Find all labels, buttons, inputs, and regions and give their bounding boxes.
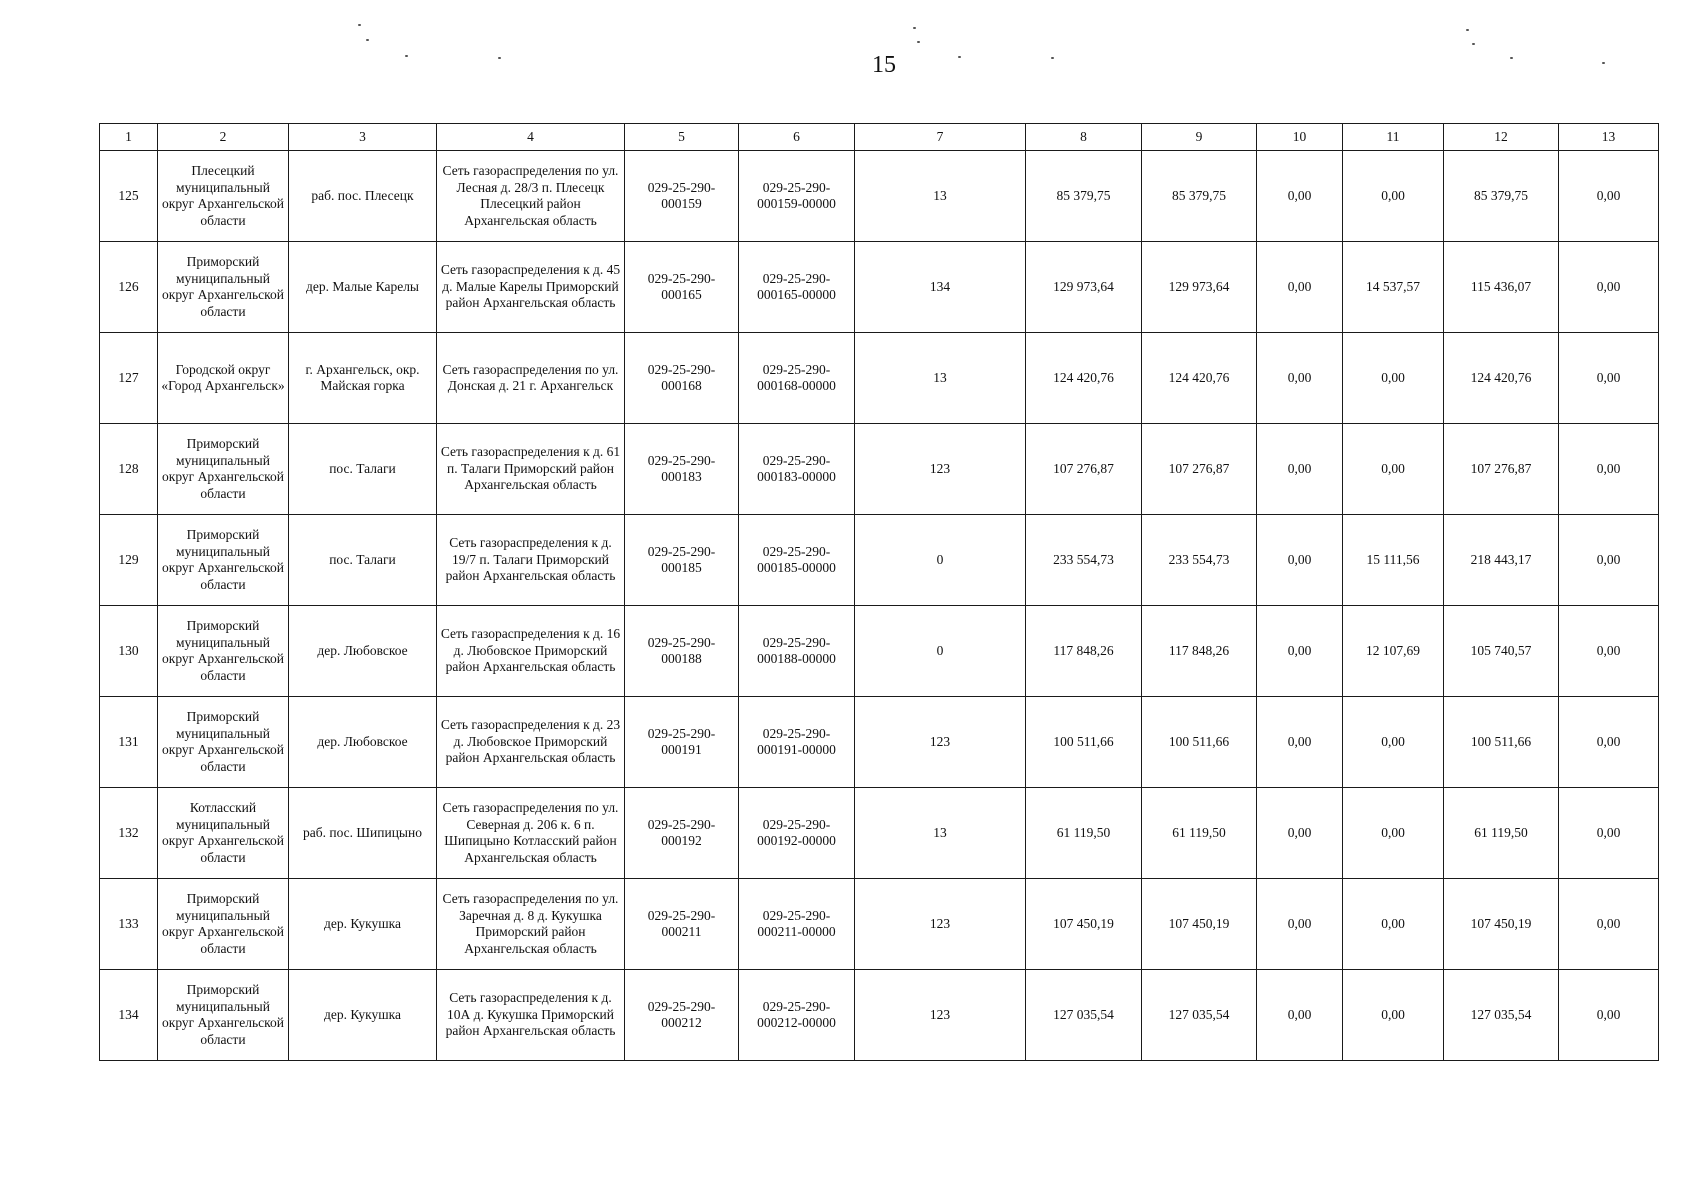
table-cell: 100 511,66 xyxy=(1142,697,1257,788)
table-cell: 029-25-290-000185 xyxy=(625,515,739,606)
table-cell: 029-25-290-000159-00000 xyxy=(739,151,855,242)
table-cell: 123 xyxy=(855,697,1026,788)
scan-speck xyxy=(913,27,916,29)
table-cell: 233 554,73 xyxy=(1142,515,1257,606)
header-row xyxy=(100,124,1659,151)
table-row xyxy=(100,515,1659,606)
table-cell: 130 xyxy=(100,606,158,697)
table-cell: 0,00 xyxy=(1343,151,1444,242)
table-cell: 124 420,76 xyxy=(1444,333,1559,424)
table-cell: 029-25-290-000212-00000 xyxy=(739,970,855,1061)
table-cell: 0,00 xyxy=(1559,788,1659,879)
table-cell: 029-25-290-000165-00000 xyxy=(739,242,855,333)
table-cell: 0,00 xyxy=(1343,879,1444,970)
table-cell: 85 379,75 xyxy=(1026,151,1142,242)
table-cell: 029-25-290-000211-00000 xyxy=(739,879,855,970)
table-cell: 123 xyxy=(855,879,1026,970)
table-cell: 029-25-290-000159 xyxy=(625,151,739,242)
table-cell: 029-25-290-000168 xyxy=(625,333,739,424)
column-header: 6 xyxy=(739,124,855,151)
scan-speck xyxy=(405,55,408,57)
table-cell: 124 420,76 xyxy=(1142,333,1257,424)
table-cell: 0,00 xyxy=(1559,151,1659,242)
table-cell: 61 119,50 xyxy=(1444,788,1559,879)
table-cell: дер. Любовское xyxy=(289,697,437,788)
column-header: 5 xyxy=(625,124,739,151)
table-row xyxy=(100,879,1659,970)
table-cell: дер. Кукушка xyxy=(289,970,437,1061)
table-cell: 129 xyxy=(100,515,158,606)
table-row xyxy=(100,606,1659,697)
column-header: 9 xyxy=(1142,124,1257,151)
table-cell: дер. Любовское xyxy=(289,606,437,697)
table-cell: пос. Талаги xyxy=(289,424,437,515)
table-row xyxy=(100,242,1659,333)
table-cell: 029-25-290-000188 xyxy=(625,606,739,697)
table-cell: 0,00 xyxy=(1559,333,1659,424)
table-cell: Приморский муниципальный округ Архангельской области xyxy=(158,697,289,788)
table-cell: 0,00 xyxy=(1257,697,1343,788)
table-cell: 131 xyxy=(100,697,158,788)
column-header: 8 xyxy=(1026,124,1142,151)
scan-speck xyxy=(498,57,501,59)
table-cell: пос. Талаги xyxy=(289,515,437,606)
table-row xyxy=(100,970,1659,1061)
scan-speck xyxy=(1051,57,1054,59)
table-cell: 0,00 xyxy=(1343,970,1444,1061)
table-cell: 100 511,66 xyxy=(1026,697,1142,788)
table-cell: 029-25-290-000183-00000 xyxy=(739,424,855,515)
table-cell: 0,00 xyxy=(1257,970,1343,1061)
table-cell: 134 xyxy=(855,242,1026,333)
scan-speck xyxy=(358,24,361,26)
table-cell: 0,00 xyxy=(1257,242,1343,333)
column-header: 11 xyxy=(1343,124,1444,151)
table-cell: 029-25-290-000168-00000 xyxy=(739,333,855,424)
table-cell: 0,00 xyxy=(1559,242,1659,333)
table-cell: 107 276,87 xyxy=(1026,424,1142,515)
table-cell: 0,00 xyxy=(1559,515,1659,606)
table-cell: 12 107,69 xyxy=(1343,606,1444,697)
table-cell: Сеть газораспределения к д. 23 д. Любовское Приморский район Архангельская область xyxy=(437,697,625,788)
table-row xyxy=(100,424,1659,515)
table-cell: 0,00 xyxy=(1257,424,1343,515)
table-cell: Сеть газораспределения к д. 61 п. Талаги Приморский район Архангельская область xyxy=(437,424,625,515)
table-cell: 117 848,26 xyxy=(1142,606,1257,697)
table-cell: 029-25-290-000192-00000 xyxy=(739,788,855,879)
table-cell: Приморский муниципальный округ Архангельской области xyxy=(158,970,289,1061)
table-cell: 124 420,76 xyxy=(1026,333,1142,424)
table-cell: 029-25-290-000191 xyxy=(625,697,739,788)
column-header: 3 xyxy=(289,124,437,151)
gas-network-registry-table xyxy=(99,123,1659,1061)
table-cell: 029-25-290-000212 xyxy=(625,970,739,1061)
table-cell: 0,00 xyxy=(1559,970,1659,1061)
table-cell: 134 xyxy=(100,970,158,1061)
table-cell: 0 xyxy=(855,515,1026,606)
scan-speck xyxy=(1602,62,1605,64)
table-cell: дер. Кукушка xyxy=(289,879,437,970)
table-cell: 107 450,19 xyxy=(1026,879,1142,970)
table-cell: Приморский муниципальный округ Архангельской области xyxy=(158,879,289,970)
scan-speck xyxy=(1466,29,1469,31)
column-header: 1 xyxy=(100,124,158,151)
table-cell: 15 111,56 xyxy=(1343,515,1444,606)
table-cell: Сеть газораспределения по ул. Лесная д. 28/3 п. Плесецк Плесецкий район Архангельская область xyxy=(437,151,625,242)
table-cell: 127 035,54 xyxy=(1142,970,1257,1061)
table-cell: 126 xyxy=(100,242,158,333)
table-cell: Приморский муниципальный округ Архангельской области xyxy=(158,515,289,606)
table-cell: 125 xyxy=(100,151,158,242)
scan-speck xyxy=(366,39,369,41)
table-cell: Сеть газораспределения к д. 16 д. Любовское Приморский район Архангельская область xyxy=(437,606,625,697)
table-cell: Приморский муниципальный округ Архангельской области xyxy=(158,606,289,697)
table-cell: 029-25-290-000188-00000 xyxy=(739,606,855,697)
column-header: 13 xyxy=(1559,124,1659,151)
table-cell: 0,00 xyxy=(1559,424,1659,515)
column-header: 12 xyxy=(1444,124,1559,151)
table-cell: 029-25-290-000185-00000 xyxy=(739,515,855,606)
table-cell: 13 xyxy=(855,151,1026,242)
table-cell: 123 xyxy=(855,424,1026,515)
table-cell: 029-25-290-000165 xyxy=(625,242,739,333)
table-cell: 0,00 xyxy=(1257,151,1343,242)
table-cell: 129 973,64 xyxy=(1026,242,1142,333)
table-cell: 107 276,87 xyxy=(1444,424,1559,515)
column-header: 4 xyxy=(437,124,625,151)
table-cell: 115 436,07 xyxy=(1444,242,1559,333)
table-cell: 029-25-290-000192 xyxy=(625,788,739,879)
table-cell: Котласский муниципальный округ Архангельской области xyxy=(158,788,289,879)
table-cell: 127 035,54 xyxy=(1444,970,1559,1061)
table-cell: 029-25-290-000191-00000 xyxy=(739,697,855,788)
table-cell: 0,00 xyxy=(1257,879,1343,970)
table-cell: 13 xyxy=(855,788,1026,879)
table-cell: 0,00 xyxy=(1343,788,1444,879)
column-header: 2 xyxy=(158,124,289,151)
table-cell: 0,00 xyxy=(1257,333,1343,424)
table-cell: 0,00 xyxy=(1257,515,1343,606)
table-cell: Сеть газораспределения по ул. Заречная д. 8 д. Кукушка Приморский район Архангельская область xyxy=(437,879,625,970)
table-cell: 132 xyxy=(100,788,158,879)
table-cell: 029-25-290-000211 xyxy=(625,879,739,970)
table-cell: 0,00 xyxy=(1559,879,1659,970)
table-cell: 61 119,50 xyxy=(1026,788,1142,879)
table-cell: Сеть газораспределения к д. 19/7 п. Талаги Приморский район Архангельская область xyxy=(437,515,625,606)
table-cell: 029-25-290-000183 xyxy=(625,424,739,515)
table-cell: 0,00 xyxy=(1343,697,1444,788)
table-cell: 61 119,50 xyxy=(1142,788,1257,879)
table-cell: 85 379,75 xyxy=(1142,151,1257,242)
table-cell: 127 xyxy=(100,333,158,424)
table-cell: Приморский муниципальный округ Архангельской области xyxy=(158,242,289,333)
table-cell: г. Архангельск, окр. Майская горка xyxy=(289,333,437,424)
column-header: 7 xyxy=(855,124,1026,151)
table-cell: Сеть газораспределения по ул. Донская д. 21 г. Архангельск xyxy=(437,333,625,424)
table-cell: раб. пос. Шипицыно xyxy=(289,788,437,879)
page-number: 15 xyxy=(872,52,896,78)
table-cell: 13 xyxy=(855,333,1026,424)
table-cell: 117 848,26 xyxy=(1026,606,1142,697)
table-row xyxy=(100,333,1659,424)
table-cell: 128 xyxy=(100,424,158,515)
table-cell: Сеть газораспределения к д. 45 д. Малые Карелы Приморский район Архангельская область xyxy=(437,242,625,333)
table-cell: 0,00 xyxy=(1257,606,1343,697)
column-header: 10 xyxy=(1257,124,1343,151)
table-cell: Сеть газораспределения по ул. Северная д. 206 к. 6 п. Шипицыно Котласский район Архангельская область xyxy=(437,788,625,879)
scan-speck xyxy=(1510,57,1513,59)
table-cell: 0,00 xyxy=(1559,606,1659,697)
table-cell: Приморский муниципальный округ Архангельской области xyxy=(158,424,289,515)
table-cell: раб. пос. Плесецк xyxy=(289,151,437,242)
table-cell: 0 xyxy=(855,606,1026,697)
table-cell: 14 537,57 xyxy=(1343,242,1444,333)
table-cell: 0,00 xyxy=(1257,788,1343,879)
table-cell: 107 450,19 xyxy=(1142,879,1257,970)
table-cell: 123 xyxy=(855,970,1026,1061)
scan-speck xyxy=(958,56,961,58)
table-cell: 107 450,19 xyxy=(1444,879,1559,970)
table-cell: 107 276,87 xyxy=(1142,424,1257,515)
table-cell: 0,00 xyxy=(1343,424,1444,515)
table-cell: 0,00 xyxy=(1343,333,1444,424)
table-row xyxy=(100,151,1659,242)
table-cell: Городской округ «Город Архангельск» xyxy=(158,333,289,424)
table-cell: 233 554,73 xyxy=(1026,515,1142,606)
table-cell: Плесецкий муниципальный округ Архангельской области xyxy=(158,151,289,242)
table-cell: дер. Малые Карелы xyxy=(289,242,437,333)
table-cell: 133 xyxy=(100,879,158,970)
table-cell: 100 511,66 xyxy=(1444,697,1559,788)
table-cell: 218 443,17 xyxy=(1444,515,1559,606)
scan-speck xyxy=(917,41,920,43)
table-cell: 127 035,54 xyxy=(1026,970,1142,1061)
table-cell: 105 740,57 xyxy=(1444,606,1559,697)
table-cell: 0,00 xyxy=(1559,697,1659,788)
table-cell: Сеть газораспределения к д. 10А д. Кукушка Приморский район Архангельская область xyxy=(437,970,625,1061)
table-row xyxy=(100,697,1659,788)
table-cell: 129 973,64 xyxy=(1142,242,1257,333)
table-cell: 85 379,75 xyxy=(1444,151,1559,242)
scan-speck xyxy=(1472,43,1475,45)
table-row xyxy=(100,788,1659,879)
